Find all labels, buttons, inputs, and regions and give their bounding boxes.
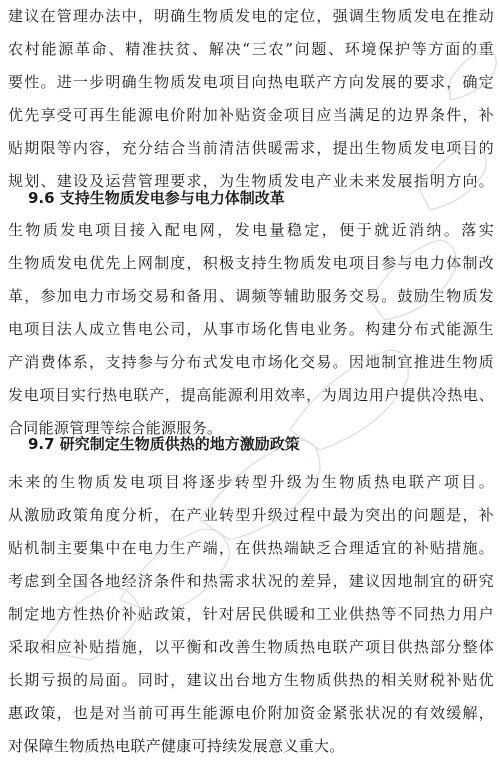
text-line: 发电项目实行热电联产，提高能源利用效率，为周边用户提供冷热电、 xyxy=(8,386,494,404)
text-line: 从激励政策角度分析，在产业转型升级过程中最为突出的问题是，补 xyxy=(8,506,494,524)
paragraph-policy-positioning xyxy=(8,0,494,198)
text-line: 电项目法人成立售电公司，从事市场化售电业务。构建分布式能源生 xyxy=(8,320,494,338)
text-line: 生物质发电项目接入配电网，发电量稳定，便于就近消纳。落实 xyxy=(8,221,494,239)
text-line: 产消费体系，支持参与分布式发电市场化交易。因地制宜推进生物质 xyxy=(8,353,494,371)
text-line: 采取相应补贴措施，以平衡和改善生物质热电联产项目供热部分整体 xyxy=(8,638,494,656)
text-line: 合同能源管理等综合能源服务。 xyxy=(8,419,223,437)
text-line: 规划、建设及运营管理要求，为生物质发电产业未来发展指明方向。 xyxy=(8,172,494,190)
text-line: 农村能源革命、精准扶贫、解决“三农”问题、环境保护等方面的重 xyxy=(8,40,494,58)
text-line: 未来的生物质发电项目将逐步转型升级为生物质热电联产项目。 xyxy=(8,473,494,491)
section-heading-9-7: 9.7 研究制定生物质供热的地方激励政策 xyxy=(28,435,300,453)
section-heading-9-6: 9.6 支持生物质发电参与电力体制改革 xyxy=(28,189,285,207)
text-line: 考虑到全国各地经济条件和热需求状况的差异，建议因地制宜的研究 xyxy=(8,572,494,590)
text-line: 贴机制主要集中在电力生产端，在供热端缺乏合理适宜的补贴措施。 xyxy=(8,539,494,557)
text-line: 制定地方性热价补贴政策，针对居民供暖和工业供热等不同热力用户 xyxy=(8,605,494,623)
text-line: 对保障生物质热电联产健康可持续发展意义重大。 xyxy=(8,737,345,755)
text-line: 建议在管理办法中，明确生物质发电的定位，强调生物质发电在推动 xyxy=(8,7,494,25)
text-line: 惠政策，也是对当前可再生能源电价附加资金紧张状况的有效缓解， xyxy=(8,704,494,722)
text-line: 优先享受可再生能源电价附加补贴资金项目应当满足的边界条件，补 xyxy=(8,106,494,124)
text-line: 贴期限等内容，充分结合当前清洁供暖需求，提出生物质发电项目的 xyxy=(8,139,494,157)
paragraph-power-reform xyxy=(8,214,494,445)
text-line: 生物质发电优先上网制度，积极支持生物质发电项目参与电力体制改 xyxy=(8,254,494,272)
paragraph-heating-incentive xyxy=(8,466,494,763)
text-line: 要性。进一步明确生物质发电项目向热电联产方向发展的要求，确定 xyxy=(8,73,494,91)
text-line: 革，参加电力市场交易和备用、调频等辅助服务交易。鼓励生物质发 xyxy=(8,287,494,305)
text-line: 长期亏损的局面。同时，建议出台地方生物质供热的相关财税补贴优 xyxy=(8,671,494,689)
